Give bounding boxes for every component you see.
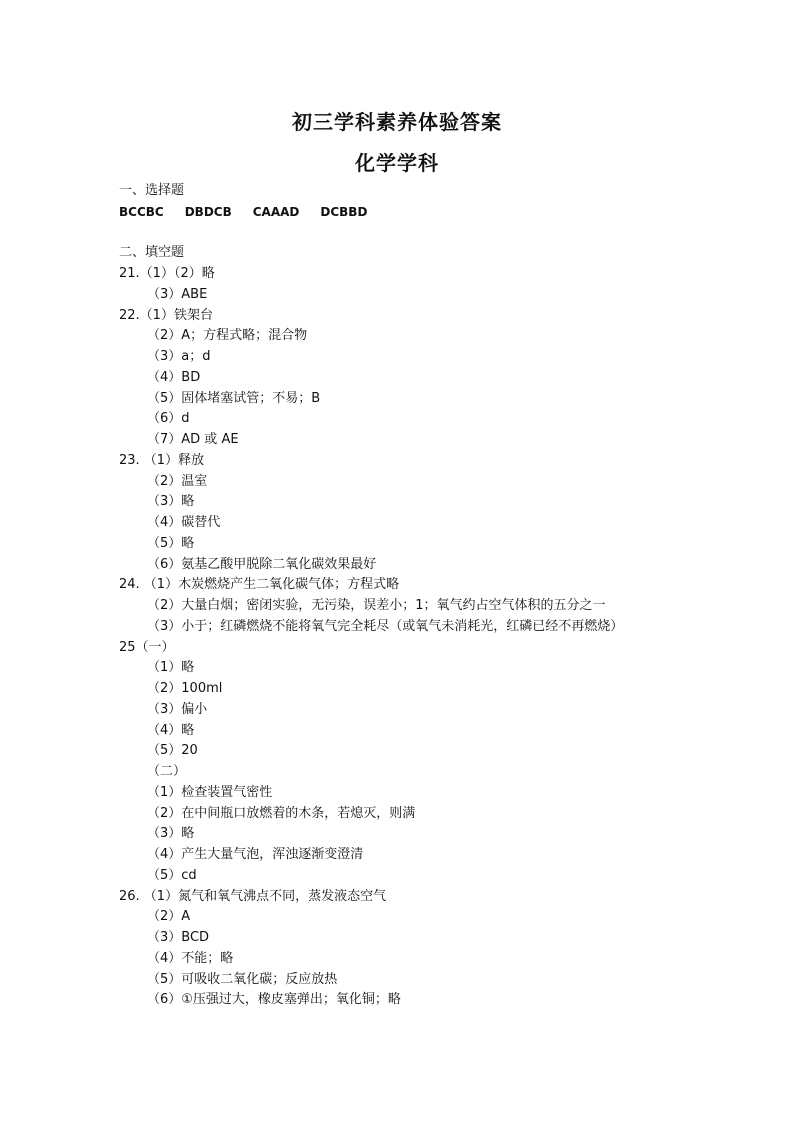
answer-line: （1）略 [147, 660, 195, 676]
answer-line: （3）偏小 [147, 701, 208, 717]
question-22: 22.（1）铁架台 [119, 307, 213, 323]
answer-line: （6）①压强过大，橡皮塞弹出；氧化铜；略 [147, 992, 401, 1008]
answer-line: （5）20 [147, 743, 198, 759]
answer-group: CAAAD [252, 204, 300, 219]
answer-line: （3）ABE [147, 286, 208, 302]
answer-line: （4）略 [147, 722, 195, 738]
answer-line: （5）可吸收二氧化碳；反应放热 [147, 971, 338, 987]
section-heading-fill: 二、填空题 [119, 245, 185, 261]
answer-line: （1）检查装置气密性 [147, 784, 273, 800]
answer-line: （3）小于；红磷燃烧不能将氧气完全耗尽（或氧气未消耗光，红磷已经不再燃烧） [147, 618, 624, 634]
answer-line: （2）100ml [147, 681, 223, 696]
question-26: 26. （1）氮气和氧气沸点不同，蒸发液态空气 [119, 888, 387, 904]
question-21: 21.（1）（2）略 [119, 266, 215, 281]
answer-group: DCBBD [320, 204, 368, 219]
subject-title: 化学学科 [355, 151, 439, 175]
answer-line: （3）BCD [147, 930, 210, 945]
answer-group: DBDCB [184, 204, 232, 219]
answer-line: （3）略 [147, 826, 195, 842]
answer-line: （5）cd [147, 867, 197, 883]
page-title: 初三学科素养体验答案 [292, 110, 502, 134]
answer-line: （3）略 [147, 494, 195, 510]
answer-line: （2）大量白烟；密闭实验，无污染，误差小；1；氧气约占空气体积的五分之一 [147, 598, 606, 613]
answer-line: （4）BD [147, 369, 201, 385]
answer-line: （2）在中间瓶口放燃着的木条，若熄灭，则满 [147, 805, 416, 821]
answer-group: BCCBC [119, 204, 164, 219]
choice-answers [119, 202, 739, 223]
spacer [119, 223, 739, 244]
answer-line: （6）氨基乙酸甲脱除二氧化碳效果最好 [147, 556, 377, 572]
question-25: 25（一） [119, 639, 175, 655]
answer-line: （2）温室 [147, 473, 208, 489]
answer-line: （5）固体堵塞试管；不易；B [147, 390, 321, 406]
answer-line: （4）不能；略 [147, 950, 234, 966]
answer-line: （6）d [147, 411, 190, 427]
answer-line: （3）a；d [147, 349, 211, 364]
answer-line: （7）AD 或 AE [147, 432, 239, 447]
question-24: 24. （1）木炭燃烧产生二氧化碳气体；方程式略 [119, 577, 400, 593]
answer-line: （5）略 [147, 535, 195, 551]
answer-line: （2）A [147, 909, 191, 925]
question-23: 23. （1）释放 [119, 452, 205, 468]
section-heading-choice: 一、选择题 [119, 183, 185, 198]
answer-line: （4）碳替代 [147, 515, 221, 530]
answer-line: （4）产生大量气泡，浑浊逐渐变澄清 [147, 847, 364, 862]
sub-part-heading: （二） [147, 764, 187, 779]
answer-content [119, 181, 739, 1011]
answer-line: （2）A；方程式略；混合物 [147, 328, 308, 344]
